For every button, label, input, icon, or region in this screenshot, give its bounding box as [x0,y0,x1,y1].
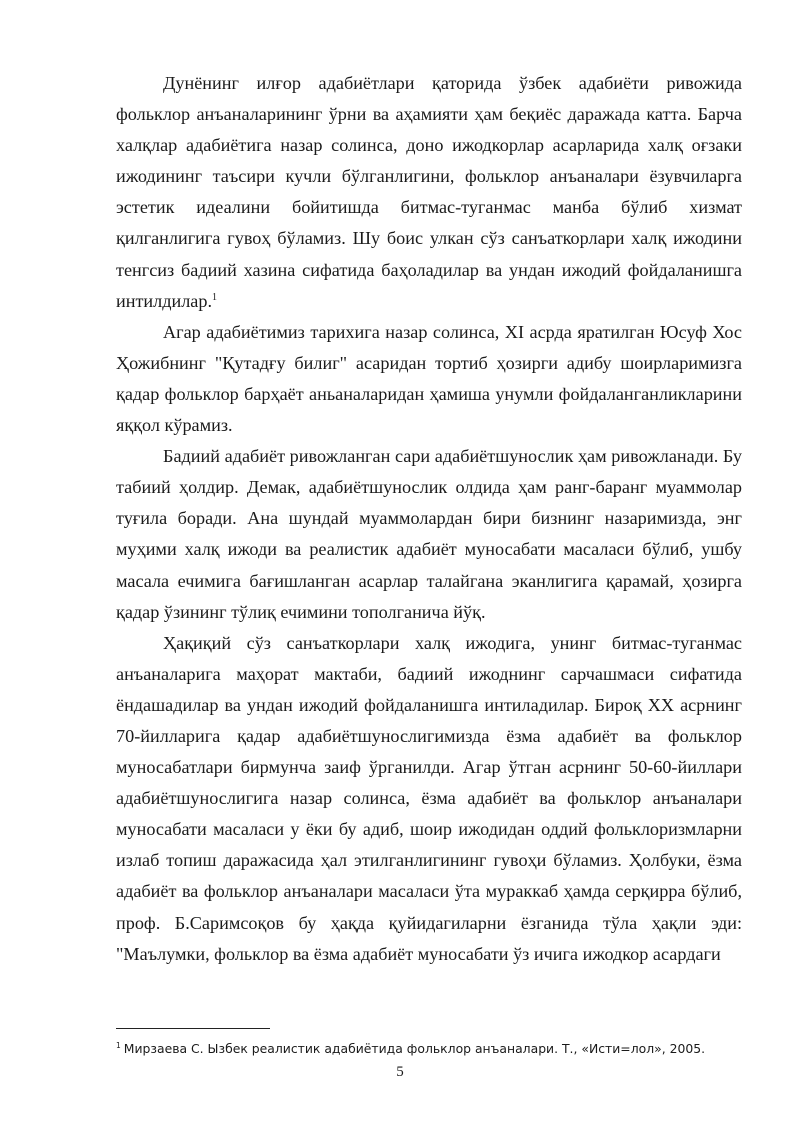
paragraph: Агар адабиётимиз тарихига назар солинса, XI асрда яратилган Юсуф Хос Ҳожибнинг "Қутадғу билиг" асаридан тортиб ҳозирги адибу шоирларимизга қадар фольклор барҳаёт аньаналаридан ҳамиша унумли фойдаланганликларини яққол кўрамиз. [116,321,742,436]
paragraph [116,68,742,317]
paragraph: Бадиий адабиёт ривожланган сари адабиётшунослик ҳам ривожланади. Бу табиий ҳолдир. Демак, адабиётшунослик олдида ҳам ранг-баранг муаммолар туғила боради. Ана шундай муаммолардан бири бизнинг назаримизда, энг муҳими халқ ижоди ва реалистик адабиёт муносабати масаласи бўлиб, ушбу масала ечимига бағишланган асарлар талайгана эканлигига қарамай, ҳозирга қадар ўзининг тўлиқ ечимини тополганича йўқ. [116,446,742,622]
body-text [116,68,742,970]
footnote-reference[interactable]: 1 [212,291,217,303]
footnote [116,1038,756,1057]
page-number: 5 [396,1064,404,1080]
paragraph-text: Дунёнинг илғор адабиётлари қаторида ўзбек адабиёти ривожида фольклор анъаналарининг ўрни ва аҳамияти ҳам беқиёс даражада катта. Барча халқлар адабиётига назар солинса, доно ижодкорлар асарларида халқ оғзаки ижодининг таъсири кучли бўлганлигини, фольклор анъаналари ёзувчиларга эстетик идеалини бойитишда битмас-туганмас манба бўлиб хизмат қилганлигига гувоҳ бўламиз. Шу боис улкан сўз санъаткорлари халқ ижодини тенгсиз бадиий хазина сифатида баҳоладилар ва ундан ижодий фойдаланишга интилдилар. [116,73,742,311]
footnote-separator [116,1028,270,1029]
footnote-text: Мирзаева С. Ызбек реалистик адабиётида фольклор анъаналари. Т., «Исти=лол», 2005. [123,1041,706,1056]
footnote-number: 1 [116,1041,121,1050]
paragraph: Ҳақиқий сўз санъаткорлари халқ ижодига, унинг битмас-туганмас анъаналарига маҳорат мактаби, бадиий ижоднинг сарчашмаси сифатида ёндашадилар ва ундан ижодий фойдаланишга интиладилар. Бироқ XX асрнинг 70-йилларига қадар адабиётшунослигимизда ёзма адабиёт ва фольклор муносабатлари бирмунча заиф ўрганилди. Агар ўтган асрнинг 50-60-йиллари адабиётшунослигига назар солинса, ёзма адабиёт ва фольклор анъаналари муносабати масаласи у ёки бу адиб, шоир ижодидан оддий фольклоризмларни излаб топиш даражасида ҳал этилганлигининг гувоҳи бўламиз. Ҳолбуки, ёзма адабиёт ва фольклор анъаналари масаласи ўта мураккаб ҳамда серқирра бўлиб, проф. Б.Саримсоқов бу ҳақда қуйидагиларни ёзганида тўла ҳақли эди: "Маълумки, фольклор ва ёзма адабиёт муносабати ўз ичига ижодкор асардаги [116,632,742,964]
